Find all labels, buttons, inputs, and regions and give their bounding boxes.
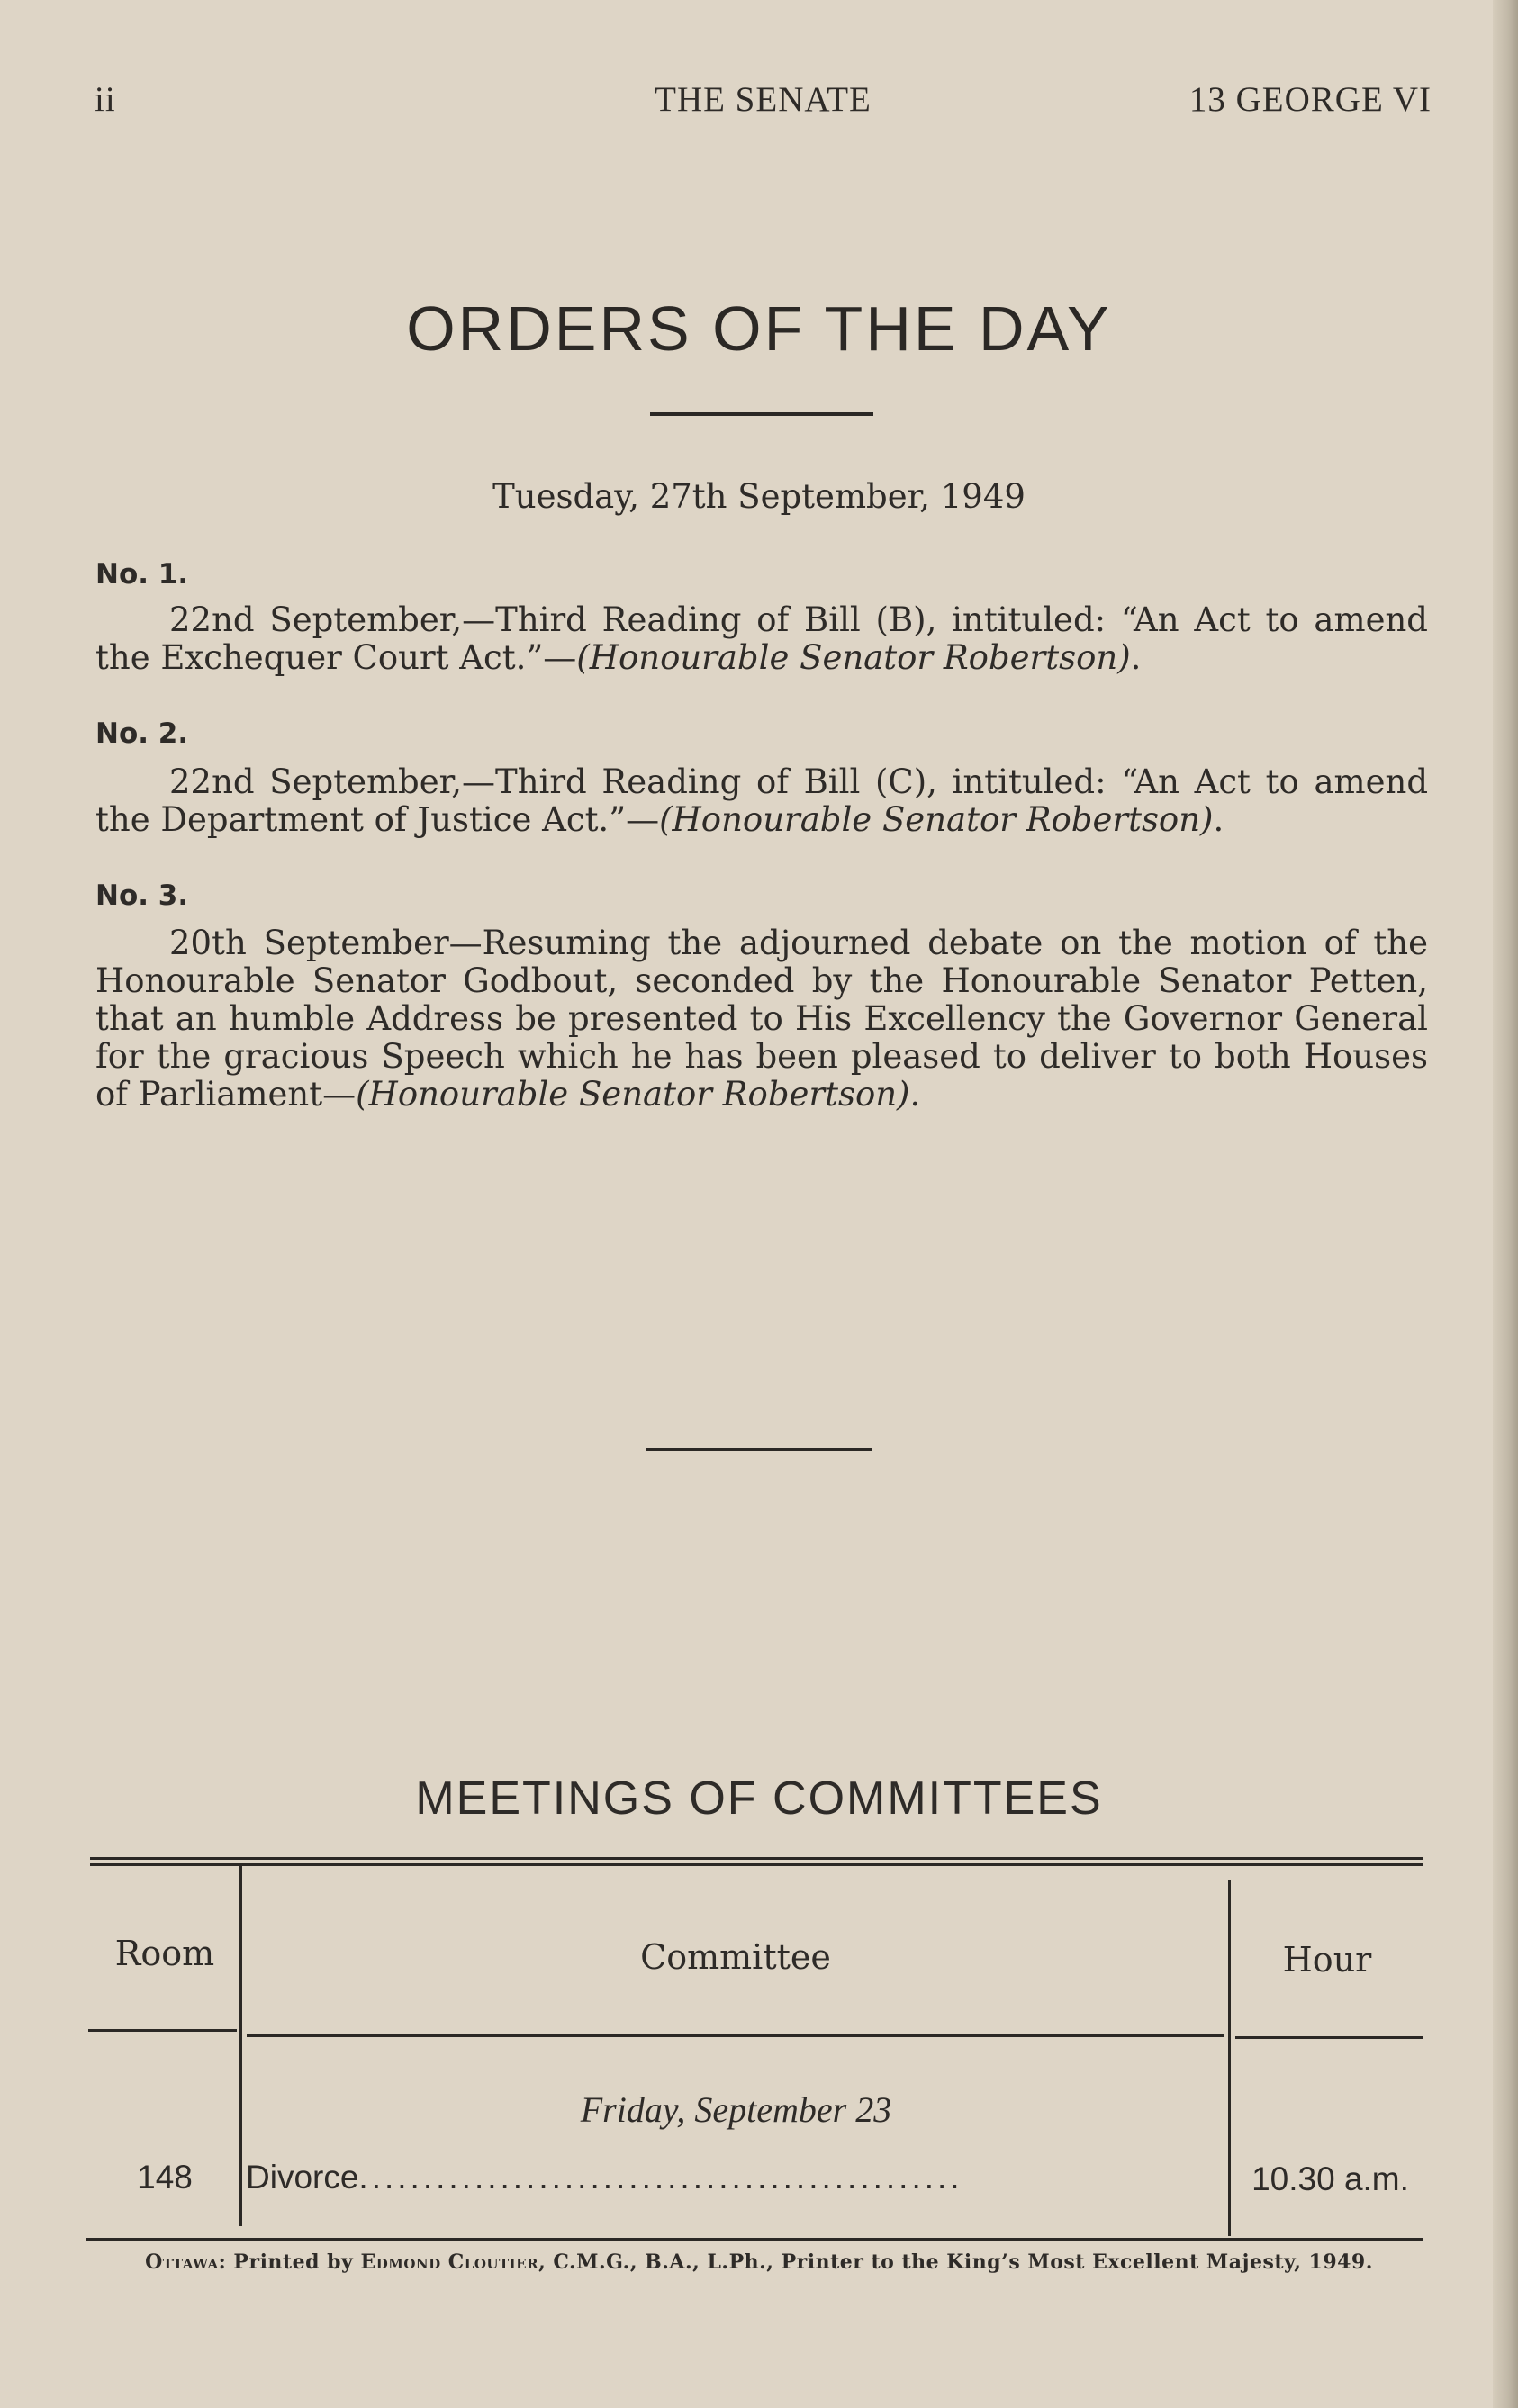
committee-cell: Divorce...............................................: [246, 2159, 963, 2196]
running-title: THE SENATE: [655, 80, 872, 119]
column-header-committee: Committee: [640, 1937, 831, 1977]
running-head: [95, 79, 1432, 124]
committees-title: MEETINGS OF COMMITTEES: [415, 1772, 1103, 1825]
imprint: Ottawa: Printed by Edmond Cloutier, C.M.G., B.A., L.Ph., Printer to the King’s Most Excellent Majesty, 1949.: [145, 2250, 1373, 2274]
section-rule: [646, 1448, 872, 1451]
table-divider: [1228, 1880, 1231, 2236]
table-bottom-rule: [86, 2238, 1423, 2241]
header-rule: [247, 2034, 1224, 2037]
order-text: 22nd September,—Third Reading of Bill (B), intituled: “An Act to amend the Exchequer Court Act.”—(Honourable Senator Robertson).: [95, 600, 1428, 677]
table-divider: [239, 1866, 242, 2226]
table-top-rule: [90, 1857, 1423, 1866]
title-rule: [650, 412, 873, 416]
order-text: 20th September—Resuming the adjourned debate on the motion of the Honourable Senator Godbout, seconded by the Honourable Senator Petten, that an humble Address be presented to His Excellency the Governor General for the gracious Speech which he has been pleased to deliver to both Houses of Parliament—(Honourable Senator Robertson).: [95, 924, 1428, 1114]
room-cell: 148: [137, 2159, 193, 2196]
header-rule: [88, 2029, 237, 2032]
hour-cell: 10.30 a.m.: [1251, 2160, 1409, 2197]
column-header-room: Room: [114, 1934, 215, 1973]
column-header-hour: Hour: [1282, 1940, 1372, 1980]
page-number: ii: [95, 80, 116, 119]
order-number: No. 3.: [95, 879, 189, 912]
sitting-date: Tuesday, 27th September, 1949: [492, 477, 1026, 516]
order-text: 22nd September,—Third Reading of Bill (C), intituled: “An Act to amend the Department of Justice Act.”—(Honourable Senator Robertson).: [95, 762, 1428, 839]
header-rule: [1235, 2036, 1423, 2039]
regnal-year: 13 GEORGE VI: [1188, 80, 1432, 119]
page-title: ORDERS OF THE DAY: [406, 293, 1112, 364]
meeting-day: Friday, September 23: [580, 2089, 892, 2130]
order-number: No. 1.: [95, 558, 189, 591]
order-number: No. 2.: [95, 717, 189, 750]
